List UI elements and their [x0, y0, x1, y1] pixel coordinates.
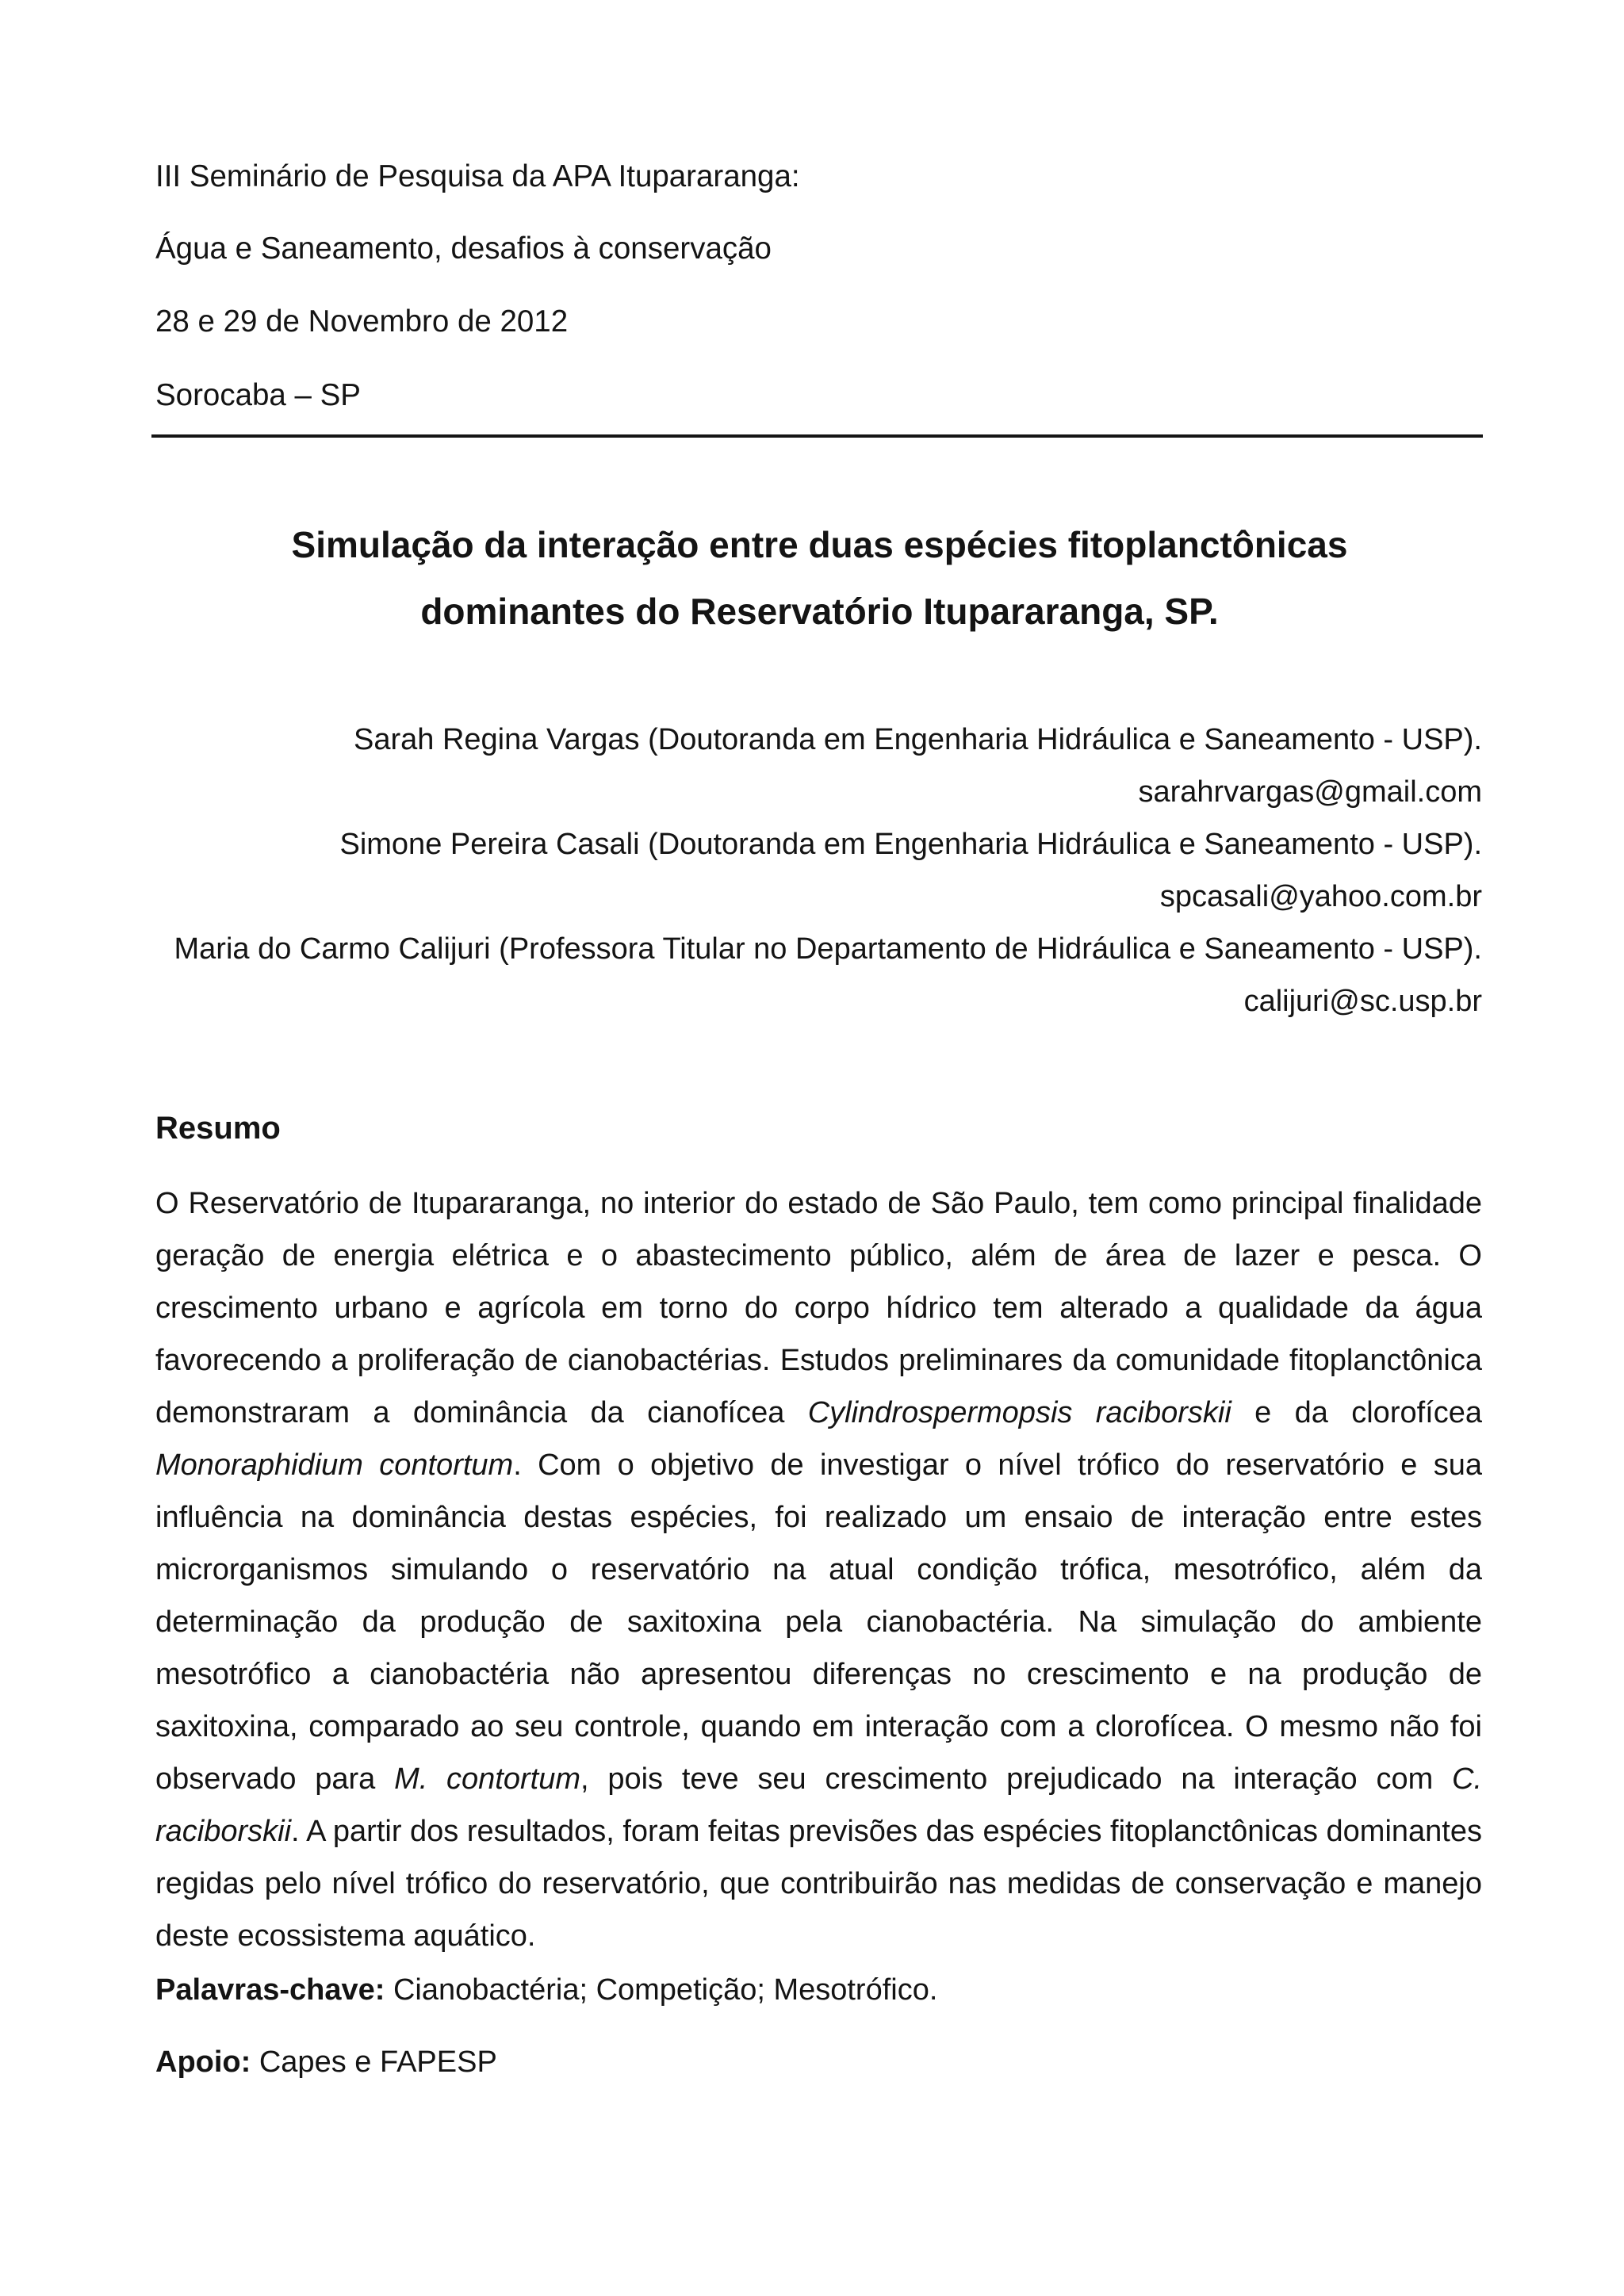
abstract-body	[155, 1177, 1482, 1962]
author-1-affiliation: Sarah Regina Vargas (Doutoranda em Engenharia Hidráulica e Saneamento - USP).	[354, 723, 1482, 756]
seminar-theme: Água e Saneamento, desafios à conservação	[155, 232, 772, 266]
author-2-affiliation: Simone Pereira Casali (Doutoranda em Engenharia Hidráulica e Saneamento - USP).	[339, 828, 1482, 861]
paper-title-line-2: dominantes do Reservatório Itupararanga, SP.	[420, 591, 1219, 632]
abstract-text-2: e da clorofícea	[1231, 1396, 1482, 1429]
author-1-email: sarahrvargas@gmail.com	[1138, 775, 1482, 809]
seminar-date: 28 e 29 de Novembro de 2012	[155, 304, 569, 339]
abstract-text-5: . A partir dos resultados, foram feitas previsões das espécies fitoplanctônicas dominantes regidas pelo nível trófico do reservatório, que contribuirão nas medidas de conservação e manejo deste ecossistema aquático.	[155, 1815, 1482, 1953]
header-divider	[151, 434, 1483, 438]
author-3-affiliation: Maria do Carmo Calijuri (Professora Titular no Departamento de Hidráulica e Saneamento - USP).	[174, 932, 1482, 966]
abstract-text-4: , pois teve seu crescimento prejudicado na interação com	[580, 1762, 1453, 1796]
species-name-1: Cylindrospermopsis raciborskii	[807, 1396, 1231, 1429]
support-line	[155, 2047, 497, 2077]
support-value: Capes e FAPESP	[251, 2045, 497, 2079]
seminar-location: Sorocaba – SP	[155, 378, 361, 412]
paper-title-line-1: Simulação da interação entre duas espécies fitoplanctônicas	[291, 524, 1348, 565]
species-name-3: M. contortum	[394, 1762, 581, 1796]
seminar-title: III Seminário de Pesquisa da APA Itupararanga:	[155, 159, 800, 193]
support-label: Apoio:	[155, 2045, 251, 2079]
species-name-2: Monoraphidium contortum	[155, 1448, 514, 1482]
keywords-line	[155, 1975, 937, 2005]
species-name-4: C. raciborskii	[155, 1762, 1483, 1848]
author-3-email: calijuri@sc.usp.br	[1243, 985, 1482, 1018]
keywords-label: Palavras-chave:	[155, 1973, 385, 2007]
abstract-text-3: . Com o objetivo de investigar o nível trófico do reservatório e sua influência na dominância destas espécies, foi realizado um ensaio de interação entre estes microrganismos simulando o reservatório na atual condição trófica, mesotrófico, além da determinação da produção de saxitoxina pela cianobactéria. Na simulação do ambiente mesotrófico a cianobactéria não apresentou diferenças no crescimento e na produção de saxitoxina, comparado ao seu controle, quando em interação com a clorofícea. O mesmo não foi observado para	[155, 1448, 1483, 1796]
author-2-email: spcasali@yahoo.com.br	[1159, 880, 1482, 913]
abstract-heading: Resumo	[155, 1111, 281, 1146]
keywords-value: Cianobactéria; Competição; Mesotrófico.	[385, 1973, 938, 2007]
abstract-text-1: O Reservatório de Itupararanga, no interior do estado de São Paulo, tem como principal finalidade geração de energia elétrica e o abastecimento público, além de área de lazer e pesca. O crescimento urbano e agrícola em torno do corpo hídrico tem alterado a qualidade da água favorecendo a proliferação de cianobactérias. Estudos preliminares da comunidade fitoplanctônica demonstraram a dominância da cianofícea	[155, 1187, 1482, 1429]
